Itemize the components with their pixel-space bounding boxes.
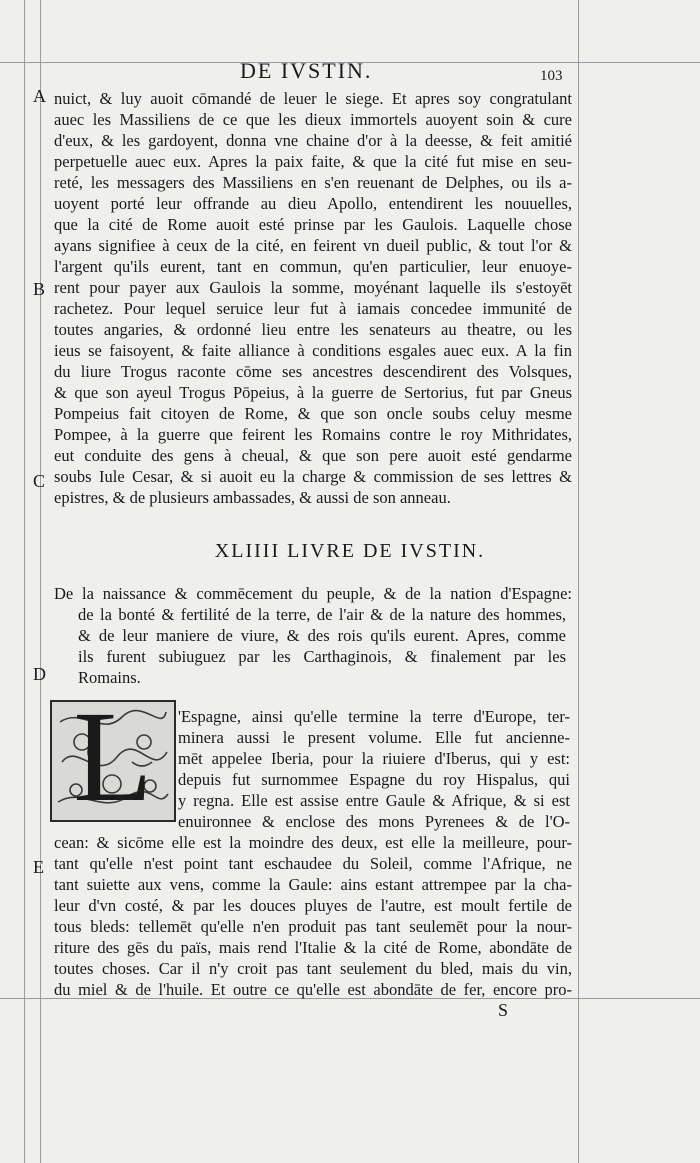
argument-line: de la bonté & fertilité de la terre, de l'air & de la nature des hommes,	[78, 605, 566, 624]
text-line: rent pour payer aux Gaulois la somme, moyénant laquelle ils s'estoyēt	[54, 278, 572, 297]
frame-rule-left-inner	[40, 0, 41, 1163]
text-line: leur d'vn costé, & par les douces pluyes de l'autre, est moult fertile de	[54, 896, 572, 915]
text-line: eut conduite des gens à cheual, & que son pere auoit esté gendarme	[54, 446, 572, 465]
text-line: soubs Iule Cesar, & si auoit eu la charge & commission de ses lettres &	[54, 467, 572, 486]
text-line: tant qu'elle n'est point tant eschaudee du Soleil, comme l'Afrique, ne	[54, 854, 572, 873]
text-line: y regna. Elle est assise entre Gaule & Afrique, & si est	[178, 791, 570, 810]
running-head: DE IVSTIN.	[240, 58, 373, 83]
text-line: epistres, & de plusieurs ambassades, & aussi de son anneau.	[54, 488, 451, 507]
argument-line: Romains.	[78, 668, 141, 687]
text-line: tous bleds: tellemēt qu'elle n'en produit pas tant seulemēt pour la nour-	[54, 917, 572, 936]
text-line: uoyent porté leur offrande au dieu Apollo, entendirent les nouuelles,	[54, 194, 572, 213]
argument-line: & de leur maniere de viure, & des rois qu'ils eurent. Apres, comme	[78, 626, 566, 645]
margin-letter-e: E	[33, 857, 44, 877]
margin-letter-a: A	[33, 86, 46, 106]
text-line: perpetuelle auec eux. Apres la paix faite, & que la cité fut mise en seu-	[54, 152, 572, 171]
text-line: rachetez. Pour lequel seruice leur fut à iamais concedee immunité de	[54, 299, 572, 318]
text-line: tant suiette aux vens, comme la Gaule: ains estant attrempee par la cha-	[54, 875, 572, 894]
text-line: nuict, & luy auoit cōmandé de leuer le siege. Et apres soy congratulant	[54, 89, 572, 108]
text-line: toutes choses. Car il n'y croit pas tant seulement du bled, mais du vin,	[54, 959, 572, 978]
text-line: Pompee, à la guerre que feirent les Romains contre le roy Mithridates,	[54, 425, 572, 444]
text-line: du miel & de l'huile. Et outre ce qu'elle est abondāte de fer, encore pro-	[54, 980, 572, 999]
initial-letter: L	[73, 700, 153, 822]
text-line: enuironnee & enclose des mons Pyrenees & de l'O-	[178, 812, 570, 831]
text-line: l'argent qu'ils eurent, tant en commun, qu'en particulier, leur enuoye-	[54, 257, 572, 276]
argument-line: ils furent subiuguez par les Carthaginois, & finalement par les	[78, 647, 566, 666]
text-line: 'Espagne, ainsi qu'elle termine la terre d'Europe, ter-	[178, 707, 570, 726]
text-line: riture des gēs du païs, mais rend l'Italie & la cité de Rome, abondāte de	[54, 938, 572, 957]
text-line: que la cité de Rome auoit esté prinse par les Gaulois. Laquelle chose	[54, 215, 572, 234]
margin-letter-b: B	[33, 279, 46, 299]
text-line: toutes angaries, & ordonné lieu entre les senateurs au theatre, ou les	[54, 320, 572, 339]
page-number: 103	[540, 68, 563, 84]
text-line: mēt appelee Iberia, pour la riuiere d'Iberus, qui y est:	[178, 749, 570, 768]
text-line: ayans signifiee à ceux de la cité, en feirent vn dueil public, & tout l'or &	[54, 236, 572, 255]
text-line: d'eux, & les gardoyent, donna vne chaine d'or à la deesse, & feit amitié	[54, 131, 572, 150]
text-line: minera aussi le present volume. Elle fut ancienne-	[178, 728, 570, 747]
margin-letter-c: C	[33, 471, 46, 491]
text-line: cean: & sicōme elle est la moindre des deux, est elle la meilleure, pour-	[54, 833, 572, 852]
frame-rule-right	[578, 0, 579, 1163]
text-line: & que son ayeul Trogus Pōpeius, à la guerre de Sertorius, fut par Gneus	[54, 383, 572, 402]
text-line: depuis fut surnommee Espagne du roy Hispalus, qui	[178, 770, 570, 789]
book-title: XLIIII LIVRE DE IVSTIN.	[214, 540, 486, 562]
text-line: Pompeius fait citoyen de Rome, & que son oncle soubs celuy mesme	[54, 404, 572, 423]
argument-line: De la naissance & commēcement du peuple, & de la nation d'Espagne:	[54, 584, 572, 603]
text-line: auec les Massiliens de ce que les dieux immortels auoyent soin & cure	[54, 110, 572, 129]
signature-mark: S	[498, 1000, 509, 1020]
decorated-initial	[50, 700, 176, 822]
margin-letter-d: D	[33, 664, 46, 684]
frame-rule-left	[24, 0, 25, 1163]
text-line: ieus se faisoyent, & faite alliance à conditions esgales auec eux. A la fin	[54, 341, 572, 360]
text-line: reté, les messagers des Massiliens en s'en reuenant de Delphes, ou ils a-	[54, 173, 572, 192]
text-line: du liure Trogus raconte cōme ses ancestres descendirent des Volsques,	[54, 362, 572, 381]
